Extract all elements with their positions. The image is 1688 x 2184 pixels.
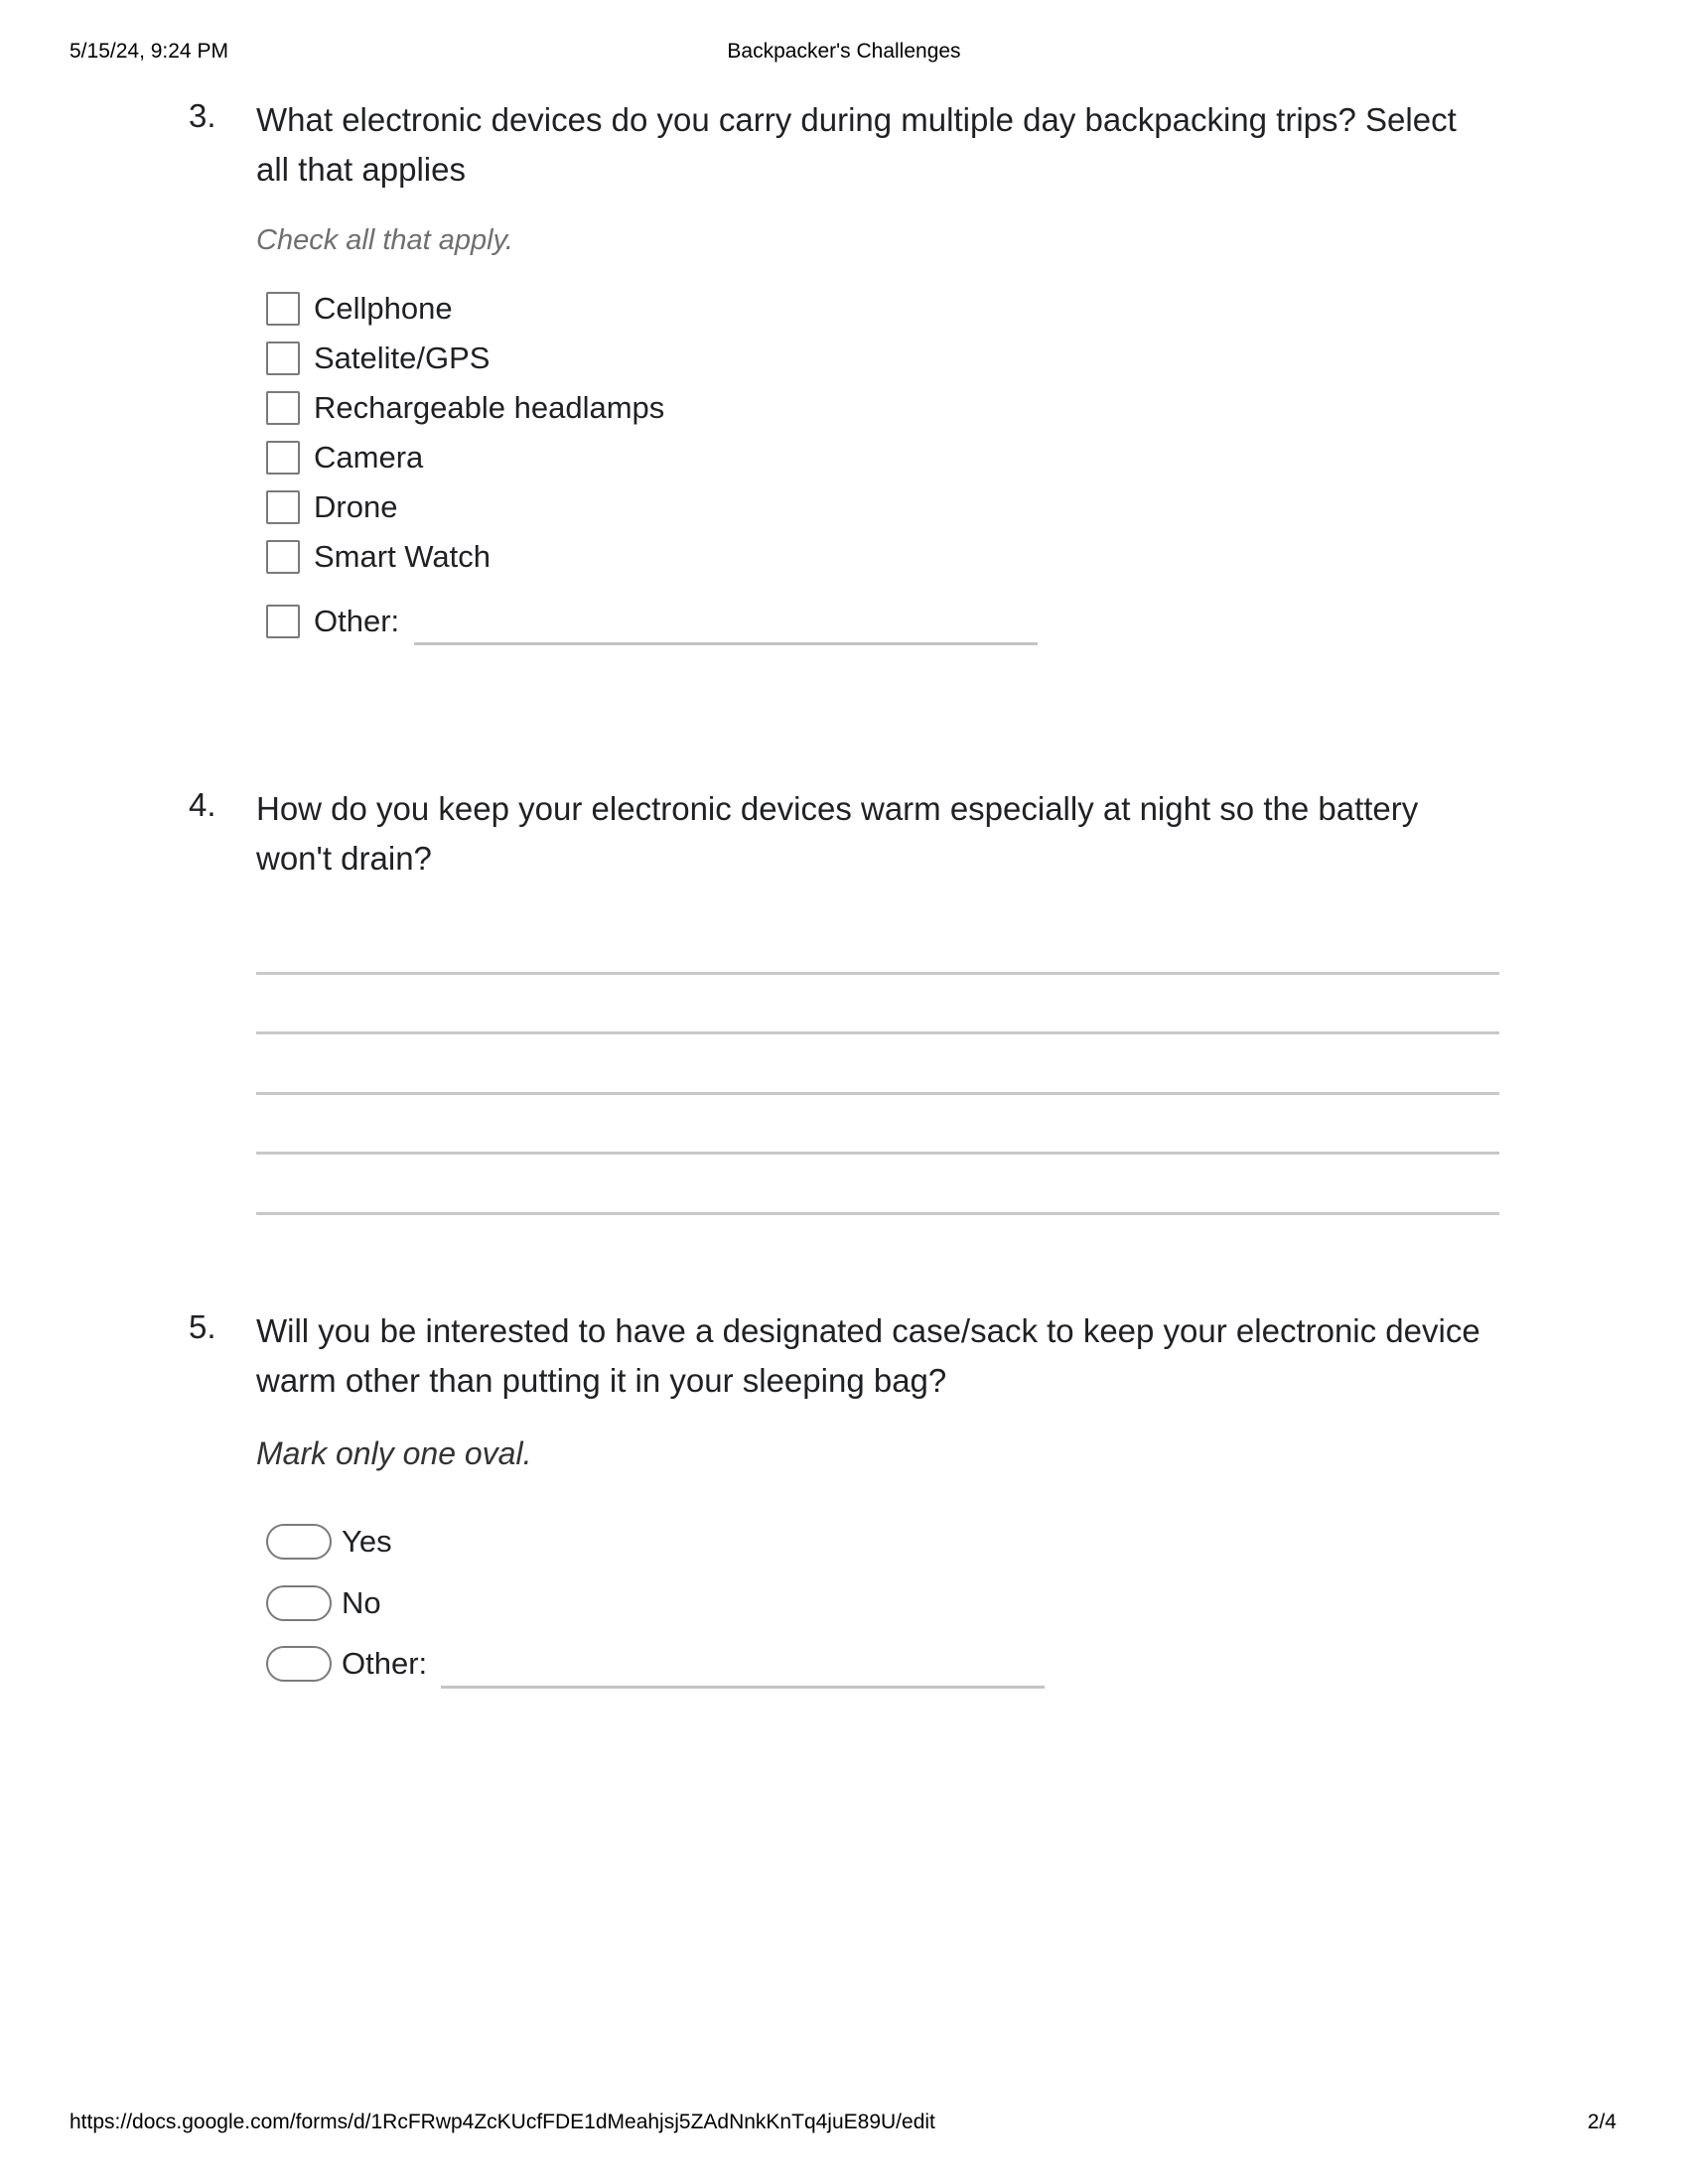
option-label: Rechargeable headlamps: [314, 390, 665, 425]
option-no[interactable]: [266, 1583, 381, 1623]
option-rechargeable-headlamps[interactable]: [266, 388, 664, 428]
checkbox[interactable]: [266, 441, 300, 475]
question-number: 5.: [189, 1308, 216, 1345]
page-number: 2/4: [1587, 2111, 1617, 2133]
option-camera[interactable]: [266, 438, 423, 478]
option-label: Drone: [314, 489, 398, 524]
answer-line[interactable]: [256, 1092, 1499, 1095]
checkbox[interactable]: [266, 391, 300, 425]
option-other[interactable]: [266, 1644, 427, 1684]
other-text-field[interactable]: [441, 1686, 1045, 1689]
option-satelite-gps[interactable]: [266, 339, 490, 378]
option-label: Camera: [314, 440, 424, 475]
checkbox[interactable]: [266, 341, 300, 375]
question-hint: Check all that apply.: [256, 224, 513, 256]
option-label: Other:: [314, 604, 400, 638]
question-text: Will you be interested to have a designated case/sack to keep your electronic device warm other than putting it in your sleeping bag?: [256, 1312, 1480, 1399]
option-label: No: [342, 1585, 381, 1620]
option-other[interactable]: [266, 602, 399, 641]
question-text: What electronic devices do you carry during multiple day backpacking trips? Select all that applies: [256, 101, 1457, 188]
option-label: Cellphone: [314, 291, 453, 326]
option-cellphone[interactable]: [266, 289, 453, 329]
answer-line[interactable]: [256, 1152, 1499, 1155]
question-hint: Mark only one oval.: [256, 1435, 532, 1471]
radio-oval[interactable]: [266, 1585, 332, 1621]
radio-oval[interactable]: [266, 1646, 332, 1682]
option-yes[interactable]: [266, 1522, 392, 1562]
option-label: Satelite/GPS: [314, 341, 491, 375]
checkbox[interactable]: [266, 605, 300, 638]
print-date: 5/15/24, 9:24 PM: [70, 40, 228, 63]
option-label: Smart Watch: [314, 539, 491, 574]
answer-line[interactable]: [256, 1212, 1499, 1215]
question-text: How do you keep your electronic devices warm especially at night so the battery won't drain?: [256, 790, 1419, 877]
answer-line[interactable]: [256, 1031, 1499, 1034]
option-drone[interactable]: [266, 487, 397, 527]
question-number: 3.: [189, 97, 216, 134]
radio-oval[interactable]: [266, 1524, 332, 1560]
option-smart-watch[interactable]: [266, 537, 491, 577]
option-label: Other:: [342, 1646, 428, 1681]
checkbox[interactable]: [266, 292, 300, 326]
form-url: https://docs.google.com/forms/d/1RcFRwp4ZcKUcfFDE1dMeahjsj5ZAdNnkKnTq4juE89U/edit: [70, 2111, 935, 2133]
checkbox[interactable]: [266, 490, 300, 524]
checkbox[interactable]: [266, 540, 300, 574]
question-number: 4.: [189, 786, 216, 823]
option-label: Yes: [342, 1524, 392, 1559]
answer-line[interactable]: [256, 972, 1499, 975]
other-text-field[interactable]: [414, 642, 1038, 645]
form-title: Backpacker's Challenges: [727, 40, 961, 63]
